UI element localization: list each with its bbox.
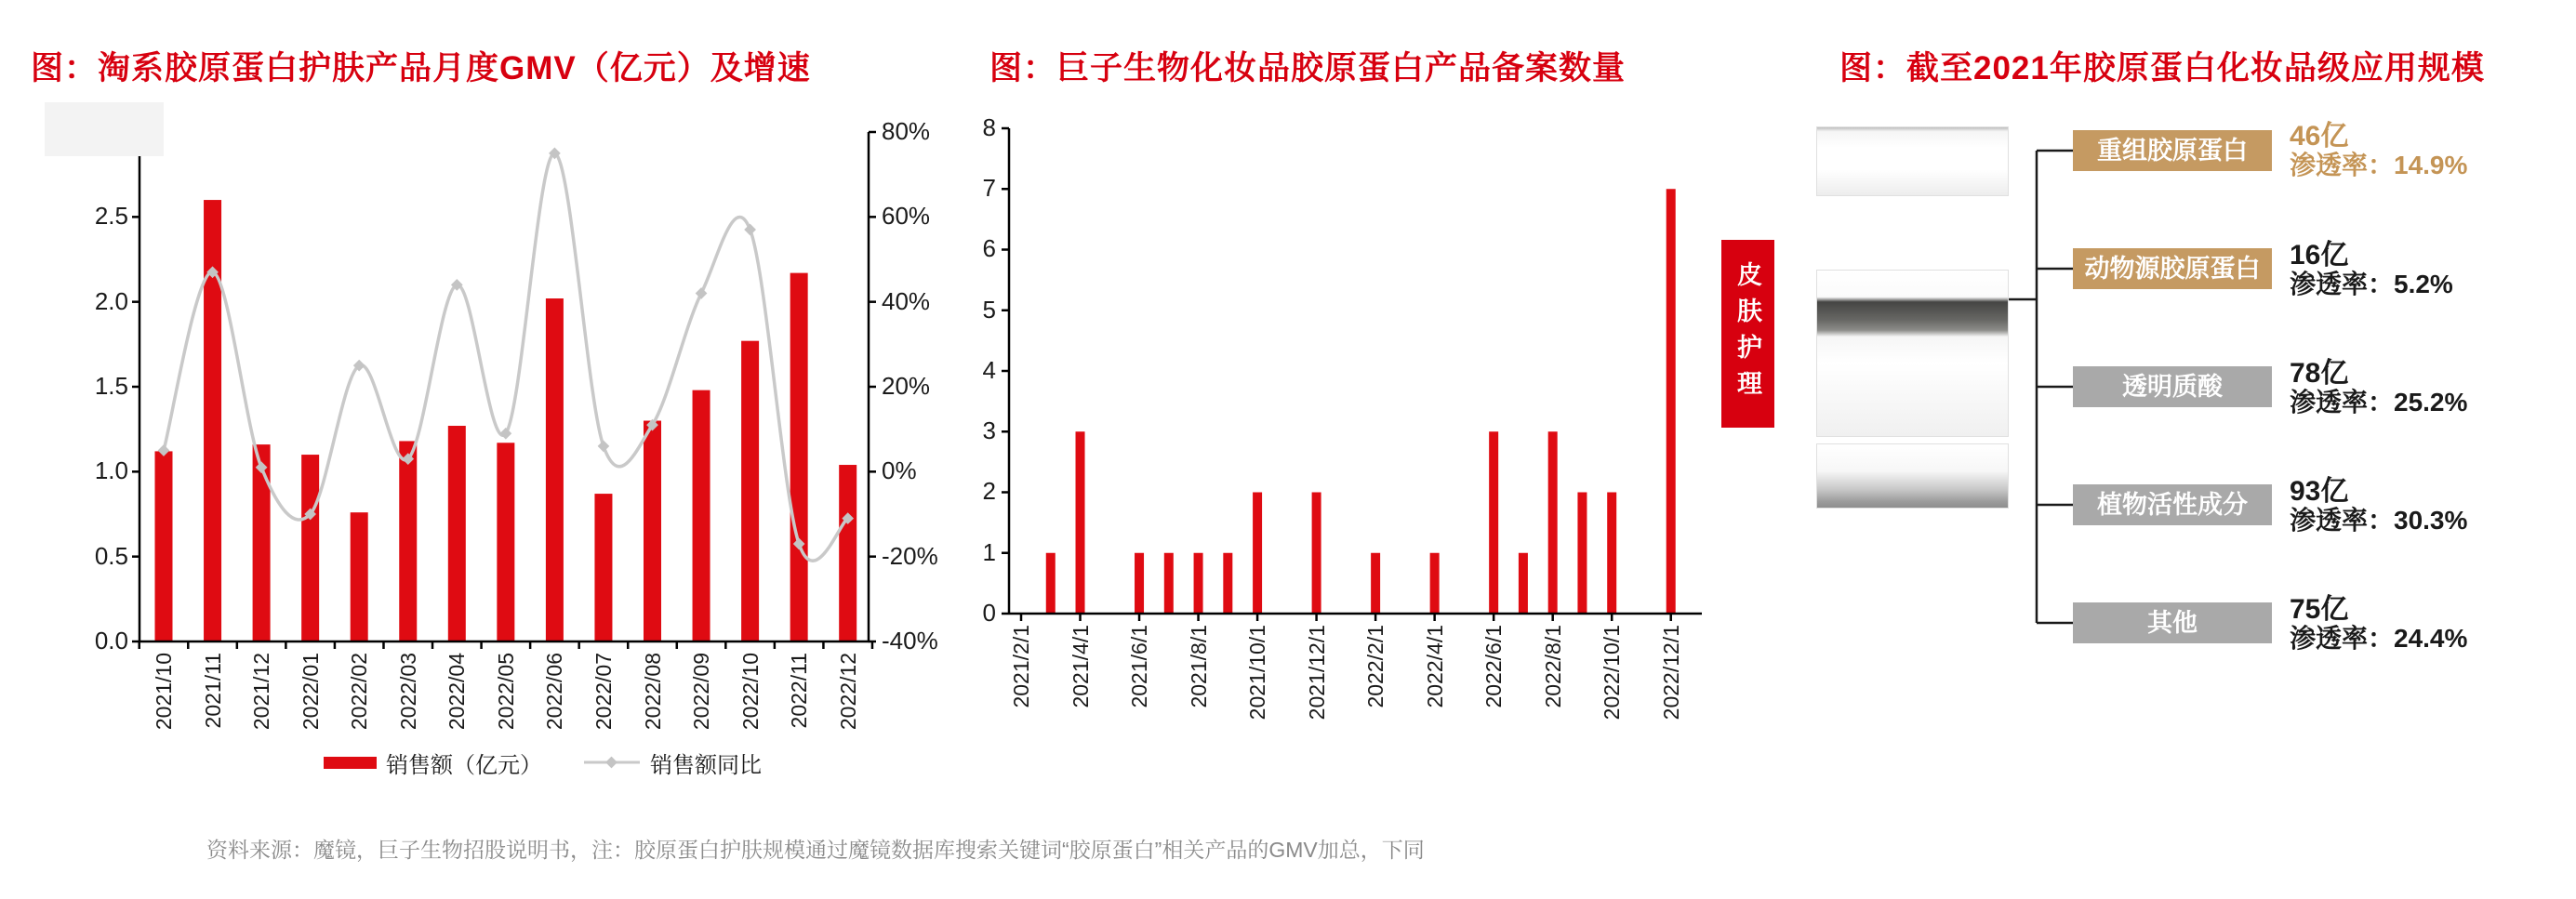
penetration-value: 渗透率：30.3% [2290, 506, 2468, 535]
registration-bar [1577, 493, 1587, 615]
x-tick-label: 2022/04 [445, 653, 470, 731]
y-tick-label: 0 [982, 598, 996, 627]
registration-bar [1135, 553, 1144, 614]
line-marker [598, 441, 610, 453]
x-tick-label: 2022/8/1 [1540, 625, 1565, 708]
y-tick-label: 4 [982, 355, 996, 384]
y-tick-label: 40% [882, 286, 931, 315]
gmv-bar [155, 451, 173, 641]
x-tick-label: 2021/6/1 [1127, 625, 1152, 708]
line-marker [696, 287, 708, 299]
middle-chart-title: 图：巨子生物化妆品胶原蛋白产品备案数量 [989, 50, 1627, 86]
category-value-animal-collagen [2290, 240, 2453, 298]
x-tick-label: 2021/12 [249, 653, 274, 731]
y-tick-label: 80% [882, 117, 931, 145]
registration-bar [1519, 553, 1528, 614]
gmv-bar [594, 494, 612, 641]
gmv-bar [644, 421, 661, 641]
skin-care-side-label: 皮肤护理 [1733, 261, 1761, 406]
bar-series-swatch-icon [324, 757, 377, 769]
product-image-1 [1816, 126, 2009, 196]
y-tick-label: 1.0 [94, 456, 128, 485]
gmv-bar [546, 298, 564, 641]
y-tick-label: 2.5 [94, 202, 128, 231]
x-tick-label: 2022/4/1 [1422, 625, 1447, 708]
penetration-value: 渗透率：14.9% [2290, 151, 2468, 179]
tree-connector-lines [2008, 151, 2073, 623]
category-value-plant-actives [2290, 476, 2467, 535]
category-label: 植物活性成分 [2097, 491, 2248, 519]
line-marker [499, 428, 511, 440]
product-image-2 [1816, 270, 2009, 437]
category-box-animal-collagen [2073, 248, 2272, 289]
y-tick-label: 7 [982, 174, 996, 203]
gmv-bar [399, 441, 417, 641]
registration-bar [1312, 493, 1321, 615]
registration-bar [1223, 553, 1232, 614]
left-chart-legend [324, 747, 762, 777]
line-series-label: 销售额同比 [650, 752, 762, 778]
y-tick-label: 0.0 [94, 626, 128, 654]
gmv-bar [448, 426, 466, 641]
x-tick-label: 2021/8/1 [1186, 625, 1211, 708]
gmv-bar [301, 455, 319, 641]
gmv-bar [790, 273, 808, 641]
y-tick-label: 3 [982, 416, 996, 445]
y-tick-label: 60% [882, 202, 931, 231]
x-tick-label: 2022/06 [542, 653, 567, 731]
gmv-bar [204, 200, 221, 641]
registration-bar [1371, 553, 1380, 614]
y-tick-label: 0% [882, 456, 917, 485]
x-tick-label: 2021/4/1 [1068, 625, 1093, 708]
x-tick-label: 2022/12 [835, 653, 860, 731]
x-tick-label: 2021/11 [200, 653, 225, 729]
y-tick-label: 8 [982, 112, 996, 141]
market-size-value: 93亿 [2290, 476, 2349, 507]
x-tick-label: 2022/01 [298, 653, 323, 731]
category-value-hyaluronic-acid [2290, 358, 2467, 416]
market-size-value: 75亿 [2290, 594, 2349, 625]
category-label: 透明质酸 [2122, 373, 2223, 401]
registration-bar [1607, 493, 1616, 615]
axis-cover-patch [45, 102, 164, 156]
x-tick-label: 2022/2/1 [1363, 625, 1388, 708]
gmv-bar [351, 512, 368, 641]
registration-bar [1666, 189, 1676, 614]
gmv-bar [497, 443, 514, 641]
y-tick-label: 1.5 [94, 371, 128, 400]
category-box-hyaluronic-acid [2073, 366, 2272, 407]
x-tick-label: 2022/07 [591, 653, 616, 731]
registration-bar [1076, 431, 1085, 614]
y-tick-label: 1 [982, 537, 996, 566]
registration-bar [1164, 553, 1174, 614]
y-tick-label: 20% [882, 372, 931, 400]
x-tick-label: 2022/10/1 [1600, 625, 1625, 721]
penetration-value: 渗透率：5.2% [2290, 270, 2453, 298]
line-series-swatch-icon [583, 755, 641, 770]
source-note: 资料来源：魔镜，巨子生物招股说明书，注：胶原蛋白护肤规模通过魔镜数据库搜索关键词“胶原蛋白”相关产品的GMV加总，下同 [206, 838, 1425, 862]
x-tick-label: 2022/05 [493, 653, 518, 731]
y-tick-label: 0.5 [94, 541, 128, 570]
x-tick-label: 2022/11 [787, 653, 812, 729]
y-tick-label: -40% [882, 627, 938, 654]
x-tick-label: 2022/03 [395, 653, 420, 731]
x-tick-label: 2021/10 [152, 653, 176, 731]
gmv-bar [839, 465, 856, 641]
gmv-bar [693, 390, 710, 641]
x-tick-label: 2021/12/1 [1304, 625, 1329, 721]
y-tick-label: 2 [982, 477, 996, 506]
x-tick-label: 2022/6/1 [1481, 625, 1507, 708]
category-label: 动物源胶原蛋白 [2084, 255, 2261, 283]
x-tick-label: 2022/10 [737, 653, 763, 731]
right-panel-title: 图：截至2021年胶原蛋白化妆品级应用规模 [1839, 50, 2485, 86]
y-tick-label: 2.0 [94, 286, 128, 315]
y-tick-label: -20% [882, 541, 938, 570]
x-tick-label: 2021/10/1 [1245, 625, 1270, 721]
penetration-value: 渗透率：25.2% [2290, 388, 2468, 416]
registration-bar [1430, 553, 1440, 614]
gmv-bar [741, 341, 759, 641]
category-box-recombinant-collagen [2073, 130, 2272, 171]
y-tick-label: 5 [982, 295, 996, 324]
product-image-3 [1816, 443, 2009, 509]
category-label: 其他 [2147, 609, 2198, 637]
category-box-plant-actives [2073, 484, 2272, 525]
registration-bar [1194, 553, 1203, 614]
x-tick-label: 2021/2/1 [1009, 625, 1033, 708]
y-tick-label: 6 [982, 234, 996, 263]
bar-series-label: 销售额（亿元） [386, 752, 542, 778]
category-value-recombinant-collagen [2290, 121, 2467, 179]
market-size-value: 78亿 [2290, 358, 2349, 389]
x-tick-label: 2022/08 [640, 653, 665, 731]
gmv-bar [253, 444, 271, 641]
category-value-others [2290, 594, 2467, 653]
skin-care-side-badge [1721, 240, 1774, 428]
registration-bar [1046, 553, 1056, 614]
line-marker [744, 224, 756, 236]
category-box-others [2073, 602, 2272, 643]
x-tick-label: 2022/12/1 [1658, 625, 1683, 721]
registration-bar [1548, 431, 1558, 614]
left-chart-title: 图：淘系胶原蛋白护肤产品月度GMV（亿元）及增速 [31, 50, 811, 86]
penetration-value: 渗透率：24.4% [2290, 624, 2468, 653]
registration-bar [1253, 493, 1262, 615]
registration-bar [1489, 431, 1498, 614]
x-tick-label: 2022/09 [689, 653, 714, 731]
category-label: 重组胶原蛋白 [2097, 137, 2248, 165]
market-size-value: 46亿 [2290, 121, 2349, 152]
x-tick-label: 2022/02 [347, 653, 372, 731]
market-size-value: 16亿 [2290, 240, 2349, 271]
